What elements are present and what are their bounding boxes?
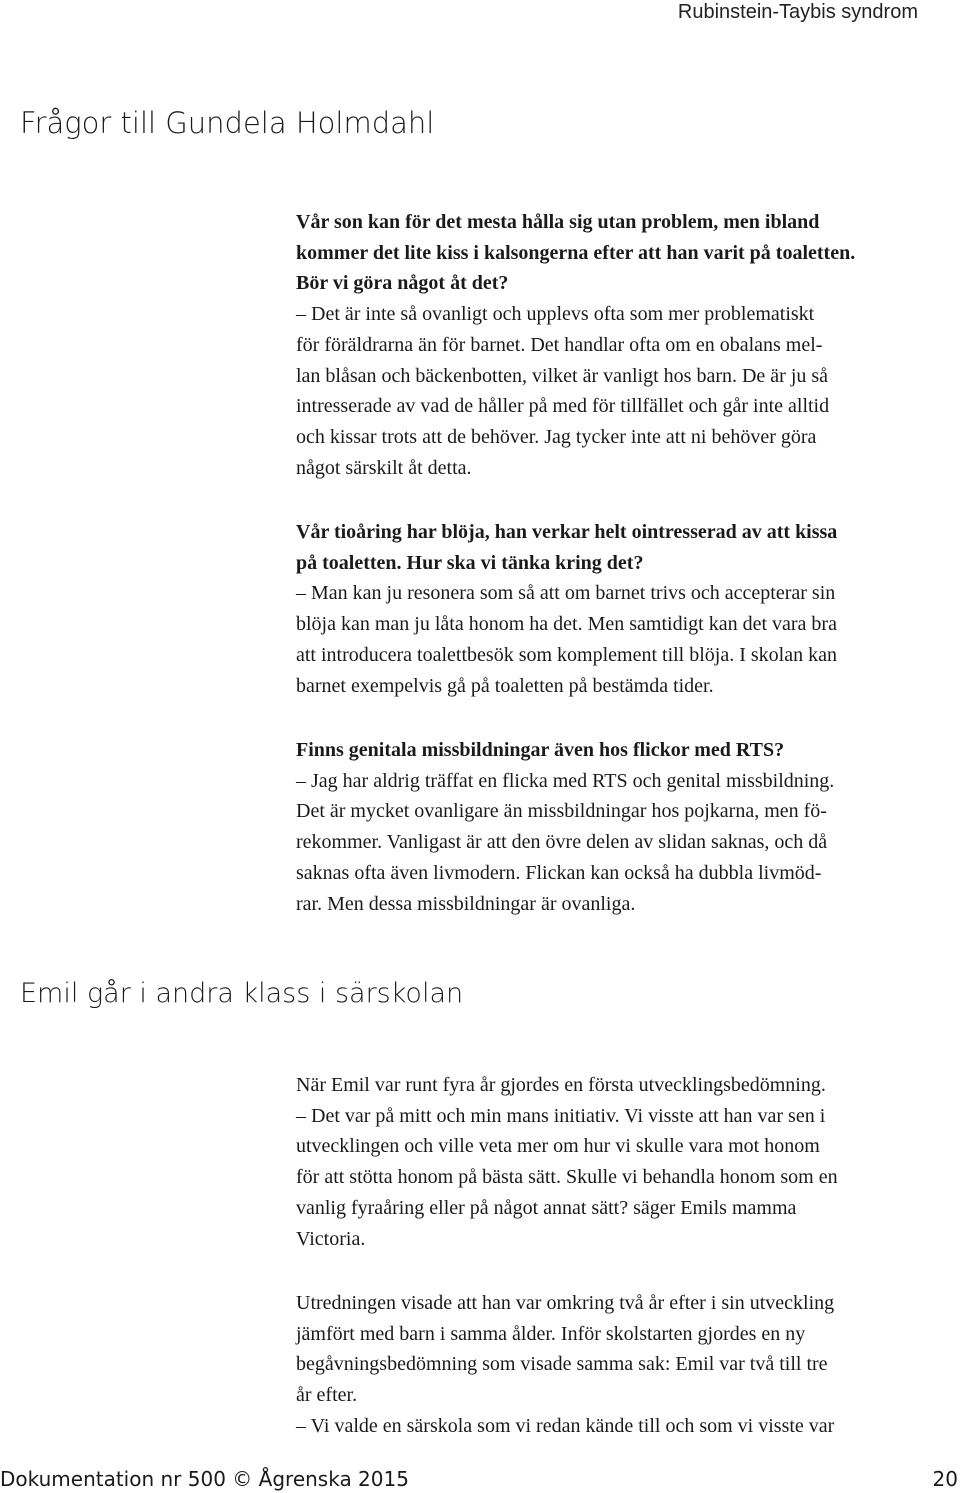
answer-2 — [296, 578, 936, 701]
answer-line: saknas ofta även livmodern. Flickan kan också ha dubbla livmöd- — [296, 861, 822, 884]
question-line: på toaletten. Hur ska vi tänka kring det? — [296, 551, 644, 574]
paragraph-line: för att stötta honom på bästa sätt. Skulle vi behandla honom som en — [296, 1166, 838, 1189]
paragraph-line: Utredningen visade att han var omkring två år efter i sin utveckling — [296, 1292, 835, 1314]
answer-line: blöja kan man ju låta honom ha det. Men samtidigt kan det vara bra — [296, 613, 837, 636]
page-number: 20 — [932, 1467, 958, 1491]
paragraph-line: vanlig fyraåring eller på något annat sätt? säger Emils mamma — [296, 1196, 797, 1219]
paragraph-line: – Det var på mitt och min mans initiativ. Vi visste att han var sen i — [296, 1104, 826, 1127]
question-line: Vår son kan för det mesta hålla sig utan problem, men ibland — [296, 211, 820, 233]
answer-line: rekommer. Vanligast är att den övre delen av slidan saknas, och då — [296, 831, 828, 854]
answer-1 — [296, 299, 936, 483]
answer-line: – Det är inte så ovanligt och upplevs ofta som mer problematiskt — [296, 303, 815, 326]
question-2 — [296, 517, 936, 578]
answer-line: rar. Men dessa missbildningar är ovanliga. — [296, 892, 636, 915]
question-1 — [296, 207, 936, 299]
answer-line: att introducera toalettbesök som komplement till blöja. I skolan kan — [296, 643, 837, 666]
section-title-emil: Emil går i andra klass i särskolan — [20, 978, 464, 1009]
answer-3 — [296, 766, 936, 920]
paragraph-2 — [296, 1288, 936, 1442]
answer-line: – Man kan ju resonera som så att om barnet trivs och accepterar sin — [296, 582, 836, 605]
paragraph-line: Victoria. — [296, 1227, 366, 1250]
paragraph-line: När Emil var runt fyra år gjordes en första utvecklingsbedömning. — [296, 1074, 826, 1096]
question-line: kommer det lite kiss i kalsongerna efter att han varit på toaletten. — [296, 241, 856, 264]
paragraph-line: begåvningsbedömning som visade samma sak: Emil var två till tre — [296, 1353, 828, 1376]
qa-block-1 — [296, 207, 936, 483]
paragraph-line: – Vi valde en särskola som vi redan kände till och som vi visste var — [296, 1414, 835, 1437]
paragraph-line: utvecklingen och ville veta mer om hur vi skulle vara mot honom — [296, 1135, 820, 1158]
answer-line: lan blåsan och bäckenbotten, vilket är vanligt hos barn. De är ju så — [296, 364, 829, 387]
answer-line: Det är mycket ovanligare än missbildningar hos pojkarna, men fö- — [296, 800, 827, 823]
running-header-title: Rubinstein-Taybis syndrom — [677, 1, 918, 23]
paragraph-1 — [296, 1070, 936, 1254]
qa-block-3 — [296, 735, 936, 919]
qa-block-2 — [296, 517, 936, 701]
question-line: Vår tioåring har blöja, han verkar helt ointresserad av att kissa — [296, 521, 838, 543]
paragraph-line: jämfört med barn i samma ålder. Inför skolstarten gjordes en ny — [296, 1322, 806, 1345]
answer-line: och kissar trots att de behöver. Jag tycker inte att ni behöver göra — [296, 425, 817, 448]
paragraph-line: år efter. — [296, 1384, 358, 1407]
question-line: Finns genitala missbildningar även hos flickor med RTS? — [296, 739, 785, 761]
answer-line: barnet exempelvis gå på toaletten på bestämda tider. — [296, 674, 714, 697]
footer-publication: Dokumentation nr 500 © Ågrenska 2015 — [0, 1467, 409, 1491]
answer-line: för föräldrarna än för barnet. Det handlar ofta om en obalans mel- — [296, 333, 823, 356]
answer-line: – Jag har aldrig träffat en flicka med RTS och genital missbildning. — [296, 769, 835, 792]
section-title-questions: Frågor till Gundela Holmdahl — [20, 106, 435, 140]
answer-line: intresserade av vad de håller på med för tillfället och går inte alltid — [296, 395, 830, 418]
question-line: Bör vi göra något åt det? — [296, 272, 509, 295]
question-3 — [296, 735, 936, 766]
answer-line: något särskilt åt detta. — [296, 456, 472, 479]
